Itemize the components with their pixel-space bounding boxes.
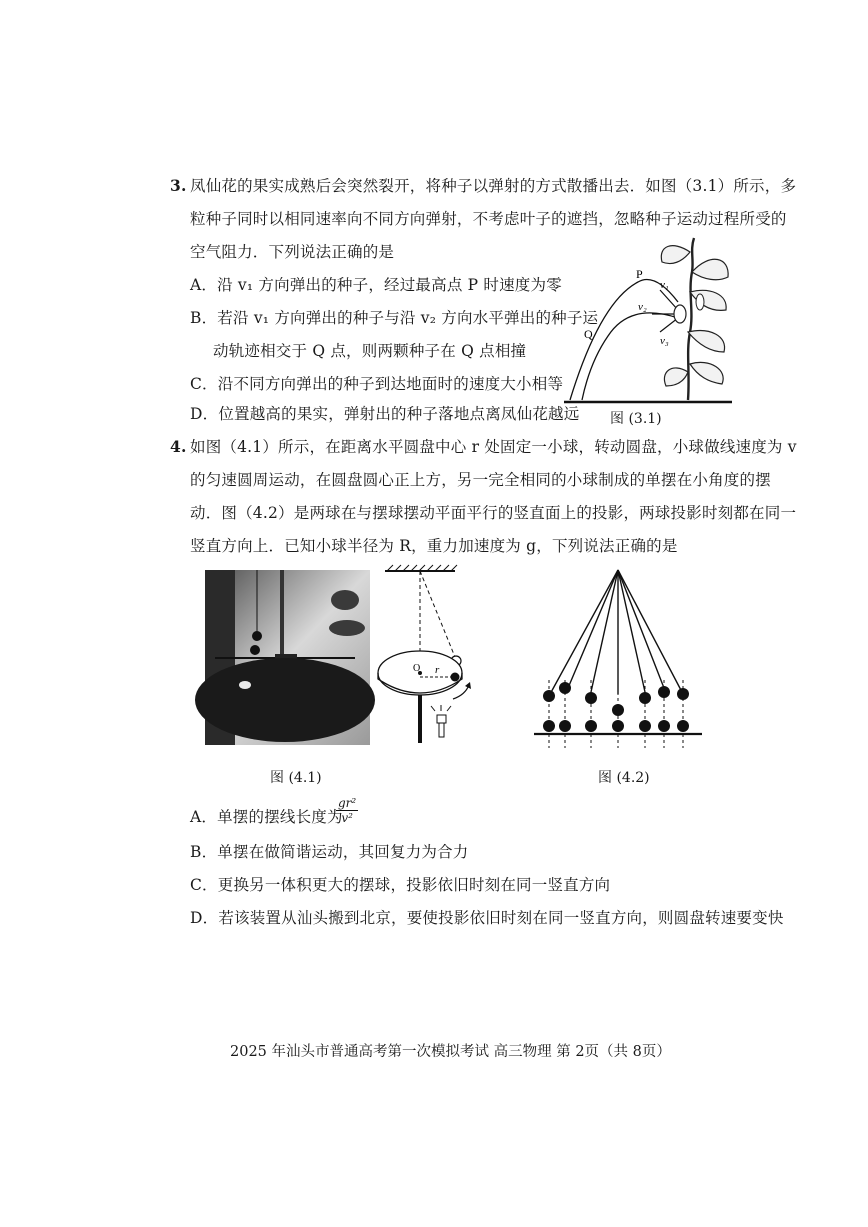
label-r: r [435, 664, 440, 676]
figure-4-1-caption: 图 (4.1) [270, 770, 322, 786]
figure-4-1-diagram [375, 565, 485, 750]
light-ray [431, 706, 435, 711]
figure-4-1-photo [205, 570, 370, 745]
shadow-blob [331, 590, 359, 610]
q3-option-b-line2: 动轨迹相交于 Q 点，则两颗种子在 Q 点相撞 [213, 342, 527, 360]
q4-stem-line4: 竖直方向上．已知小球半径为 R，重力加速度为 g，下列说法正确的是 [190, 537, 678, 555]
q4-stem-line1: 如图（4.1）所示，在距离水平圆盘中心 r 处固定一小球，转动圆盘，小球做线速度为 v [190, 438, 797, 456]
q3-stem-line1: 凤仙花的果实成熟后会突然裂开，将种子以弹射的方式散播出去．如图（3.1）所示，多 [190, 177, 797, 195]
q3-stem-line3: 空气阻力．下列说法正确的是 [190, 243, 395, 261]
label-q: Q [584, 327, 593, 341]
page-footer: 2025 年汕头市普通高考第一次模拟考试 高三物理 第 2页（共 8页） [230, 1044, 671, 1060]
support-rod [280, 570, 284, 665]
q3-stem-line2: 粒种子同时以相同速率向不同方向弹射，不考虑叶子的遮挡，忽略种子运动过程所受的 [190, 210, 787, 228]
q4-stem-line2: 的匀速圆周运动，在圆盘圆心正上方，另一完全相同的小球制成的单摆在小角度的摆 [190, 471, 771, 489]
flashlight-body [439, 723, 444, 737]
q4-number: 4. [170, 437, 187, 456]
light-spot [239, 681, 251, 689]
figure-3-1 [560, 232, 740, 412]
leaf-icon [692, 259, 728, 279]
disk-ball [250, 645, 260, 655]
pendulum-ball [252, 631, 262, 641]
pendulum-strings [549, 570, 683, 696]
pendulum-string-dashed [420, 571, 455, 657]
leaf-icon [664, 368, 688, 386]
label-v3: v₃ [660, 335, 669, 347]
fraction-denominator: v² [341, 811, 353, 825]
q4-option-a-prefix: A．单摆的摆线长度为 [190, 808, 343, 826]
fruit-icon [674, 305, 686, 323]
trajectory-v2 [582, 313, 678, 400]
leaf-icon [690, 362, 723, 384]
q4-option-b: B．单摆在做简谐运动，其回复力为合力 [190, 843, 469, 861]
q4-stem-line3: 动．图（4.2）是两球在与摆球摆动平面平行的竖直面上的投影，两球投影时刻都在同一 [190, 504, 797, 522]
flashlight-icon [437, 715, 446, 723]
fraction [336, 796, 358, 825]
q4-option-c: C．更换另一体积更大的摆球，投影依旧时刻在同一竖直方向 [190, 876, 611, 894]
q4-option-a [190, 806, 343, 828]
leaf-icon [690, 290, 726, 310]
figure-4-2-caption: 图 (4.2) [598, 770, 650, 786]
q3-number: 3. [170, 176, 187, 195]
q3-option-d: D．位置越高的果实，弹射出的种子落地点离凤仙花越远 [190, 405, 580, 423]
label-v2: v₂ [638, 301, 647, 313]
q3-option-a: A．沿 v₁ 方向弹出的种子，经过最高点 P 时速度为零 [190, 276, 562, 294]
fraction-numerator: gr² [338, 796, 357, 810]
figure-3-1-caption: 图 (3.1) [610, 411, 662, 427]
label-v1: v₁ [660, 279, 669, 291]
plant-stem [688, 238, 694, 400]
disk-shadow [195, 658, 375, 742]
label-p: P [636, 267, 643, 281]
label-o: O [413, 663, 421, 674]
leaf-icon [688, 331, 725, 352]
light-ray [447, 706, 451, 711]
rotation-arrow [453, 685, 469, 699]
q3-option-b-line1: B．若沿 v₁ 方向弹出的种子与沿 v₂ 方向水平弹出的种子运 [190, 309, 599, 327]
q4-option-d: D．若该装置从汕头搬到北京，要使投影依旧时刻在同一竖直方向，则圆盘转速要变快 [190, 909, 784, 927]
q3-option-c: C．沿不同方向弹出的种子到达地面时的速度大小相等 [190, 375, 564, 393]
arrow-v1 [660, 290, 678, 310]
axle [418, 695, 422, 743]
fruit-icon [696, 294, 704, 310]
disk-ball [451, 673, 460, 682]
disk-balls [543, 720, 689, 732]
figure-4-2 [532, 568, 704, 750]
leaf-icon [661, 246, 690, 264]
shadow-blob [329, 620, 365, 636]
